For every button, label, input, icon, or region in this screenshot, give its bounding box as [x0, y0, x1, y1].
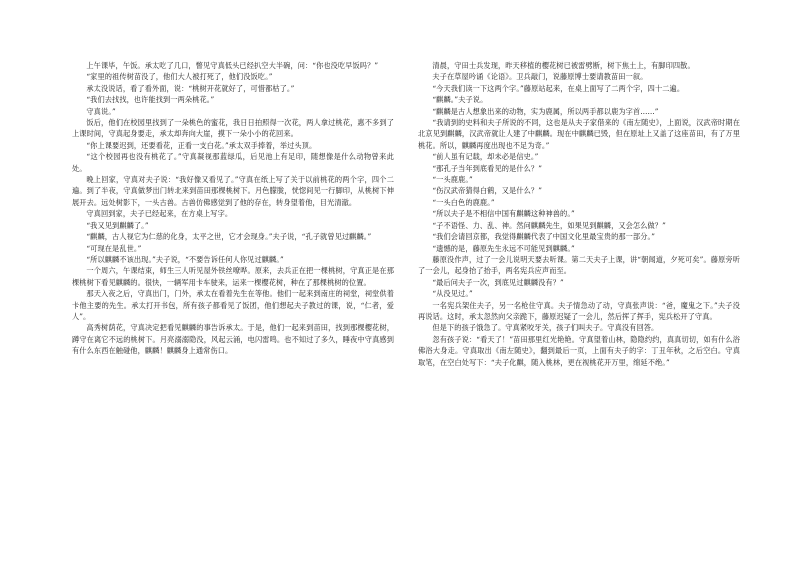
two-column-text — [72, 60, 756, 368]
paragraph: 忽有孩子说：“看天了！”苗田那里红光艳艳。守真望着山林，隐隐约约，真真切切，如有什么浴佛浴大身走。守真取出《南左随史》，翻到最后一页，上面有夫子的字：丁丑年秋，之后空白。守真取笔，在空白处写下：“夫子化麒，随入桃林，更在视桃花开万里，绵延不绝。” — [418, 334, 740, 367]
paragraph: “今天我们读一下这两个字。”藤原站起来，在桌上面写了二两个字，四十二遍。 — [432, 83, 685, 93]
paragraph: “可现在是乱世。” — [86, 243, 142, 253]
paragraph: “所以夫子是不相信中国有麒麟这种神兽的。” — [432, 209, 575, 219]
paragraph: “我又见到麒麟了。” — [86, 220, 149, 230]
paragraph: 那天入夜之后，守真出门，门外，承太在看着先生在等他。他们一起来到南庄的祠堂，祠堂供着卡他主要的先生。承太打开书包，所有孩子都看见了饭团，他们想起夫子教过的课，说，“仁者，爱人”。 — [72, 289, 394, 321]
paragraph: “一头鹿鹿。” — [432, 175, 473, 185]
paragraph: “我们会请回京都，我觉得麒麟代表了中国文化里最宝贵的那一部分。” — [432, 232, 655, 242]
paragraph: “前人虽有记载，却未必是信史。” — [432, 152, 539, 162]
paragraph: 藤原没作声，过了一会儿说明天要去听课。第二天夫子上课，讲“朝闻道，夕死可矣”。藤原旁听了一会儿，起身抬了抬手，两名宪兵应声而至。 — [418, 254, 740, 276]
paragraph: “子不语怪、力、乱、神。然问麒麟先生，如果见到麒麟，又会怎么做？” — [432, 220, 666, 230]
left-column — [72, 60, 394, 368]
paragraph: “遗憾的是，藤原先生永远不可能见到麒麟。” — [432, 243, 575, 253]
paragraph: “我们去找找，也许能找到一两朵桃花。” — [86, 95, 215, 105]
paragraph: 守真说。” — [86, 106, 116, 116]
paragraph: “麒麟。”夫子说。 — [432, 95, 488, 105]
paragraph: “伤汉武帝猜得白鹤，又是什么？” — [432, 186, 542, 196]
paragraph: 上午课毕，午饭。承太吃了几口，瞥见守真低头已经扒空大半碗，问：“你也没吃早饭吗？” — [86, 61, 379, 70]
paragraph: “所以麒麟不该出现。”夫子说，“不要告诉任何人你见过麒麟。” — [86, 254, 284, 264]
paragraph: “家里的祖传树苗没了，他们大人被打死了，他们没饭吃。” — [86, 72, 273, 82]
paragraph: 晚上回家，守真对夫子说：“我好像又看见了。”守真在纸上写了关于以前桃花的两个字，四个二遍。到了半夜，守真做梦出门转北来到苗田那棵桃树下。月色朦胧，恍惚间见一行脚印，从桃树下伸展开去。远处树影下，一头古兽。古兽仿佛感觉到了他的存在，转身望着他，目光清澈。 — [72, 175, 394, 207]
paragraph: “麒麟，古人视它为仁慈的化身，太平之世，它才会现身。”夫子说，“孔子就曾见过麒麟。” — [86, 232, 372, 242]
paragraph: 饭后，他们在校园里找到了一朵桃色的蜜花，我日日拍照得一次花，两人拿过桃花，惠不多到了上课时间，守真起身要走，承太却奔向大崖，摸下一朵小小的花回来。 — [72, 118, 394, 139]
paragraph: 高秀树荫花，守真决定把看见麒麟的事告诉承太。于是，他们一起来到苗田，找到那棵樱花树，蹲守在离它不远的桃树下。月亮溺溺隐没，风起云涌，电闪雷鸣。也不知过了多久，睡夜中守真感到有什么东西在触碰他，麒麟！麒麟身上通常伤口。 — [72, 323, 394, 356]
paragraph: “那孔子当年到底看见的是什么？” — [432, 163, 542, 173]
paragraph: 一个周六，午课结束，师生三人听见屋外铁丝嘹哗。原来，去兵正在把一棵桃树，守真正是在那棵桃树下看见麒麟的。很快，一辆军用卡车驶来，运来一棵樱花树，种在了那棵桃树的位置。 — [72, 266, 394, 287]
paragraph: “我请到的史料和夫子所说的不同，这也是从夫子家借来的《南左随史》，上面说，汉武帝时期在北京见到麒麟，汉武帝就让人建了中麒麟。现在中麒麟已毁，但在原址上又盖了这座苗田，有了万里桃花。所以，麒麟再度出现也不足为奇。” — [418, 118, 740, 150]
paragraph: “这个校园再也没有桃花了。”守真凝视那蓝绿瓜，后见池上有足印，随想像是什么动物曾来此处。 — [72, 152, 394, 173]
paragraph: 守真回到家，夫子已经起来，在方桌上写字。 — [86, 209, 233, 219]
paragraph: 夫子在草屋吟诵《论语》。卫兵敲门，说藤原博士要请教苗田一叙。 — [432, 72, 648, 82]
paragraph: 一名宪兵架住夫子，另一名枪住守真。夫子情急动了动，守真张声说：“爸，魔鬼之下。”夫子没再说话。这时，承太忽然向父亲跪下，藤原迟疑了一会儿，然后挥了挥手，宪兵松开了守真。 — [418, 300, 740, 321]
paragraph: “最后问夫子一次，到底见过麒麟没有？” — [432, 277, 564, 287]
paragraph: “麒麟是古人想象出来的动物，实为鹿属，所以两手都以鹿为字首……” — [432, 106, 659, 116]
paragraph: “从没见过。” — [432, 289, 473, 299]
right-column — [418, 60, 740, 368]
paragraph: 清晨，守田士兵发现，昨天移植的樱花树已被雷劈断，树下焦土上，有脚印四散。 — [432, 61, 695, 70]
paragraph: 承太没说话，看了看外面，说：“桃树开花就好了，可惜都枯了。” — [86, 83, 295, 93]
paragraph: “你上课要迟到，还要看花，正看一支白花。”承太双手捧着，举过头顶。 — [86, 140, 317, 150]
paragraph: “一头白色的鹿鹿。” — [432, 197, 495, 207]
paragraph: 但是下的孩子饿急了。守真紧咬牙关，孩子们叫夫子。守真没有回答。 — [432, 323, 659, 333]
